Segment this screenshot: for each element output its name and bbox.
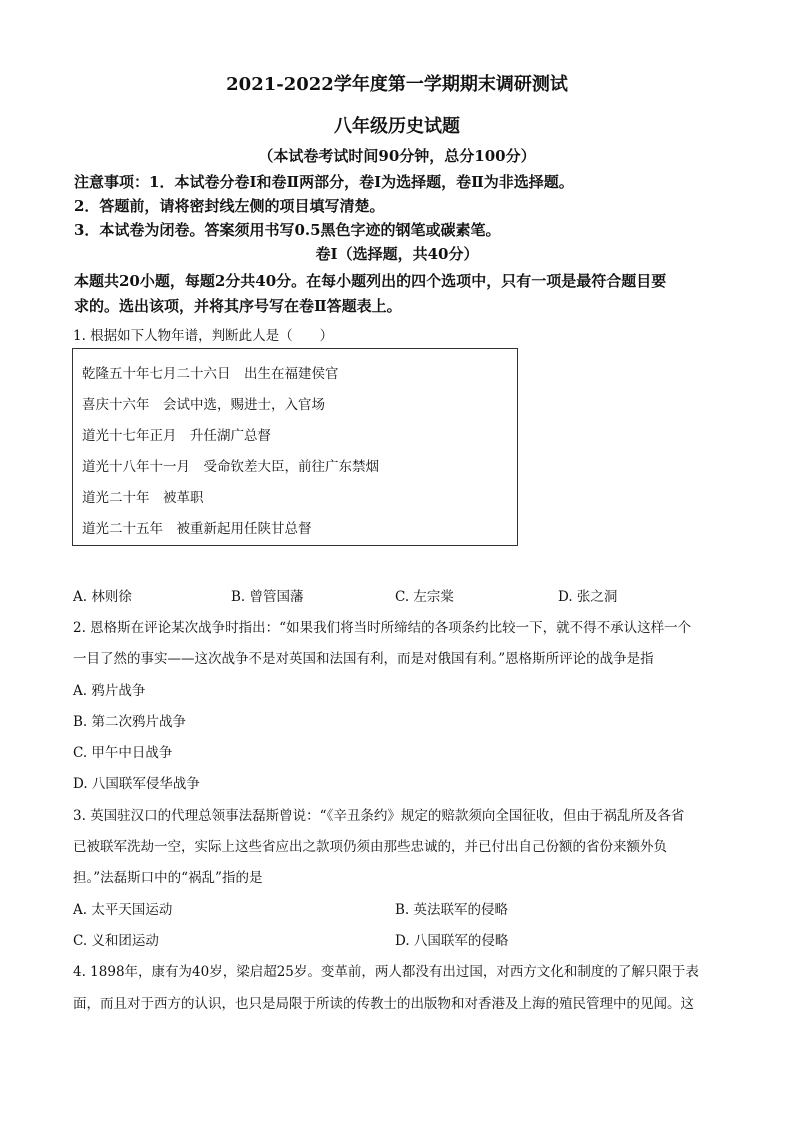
- section-instruction-2: 求的。选出该项，并将其序号写在卷Ⅱ答题表上。: [74, 297, 402, 315]
- q2-option-b[interactable]: B. 第二次鸦片战争: [73, 714, 187, 730]
- timeline-entry: 道光十八年十一月 受命钦差大臣，前往广东禁烟: [82, 459, 379, 475]
- timeline-entry: 道光二十五年 被重新起用任陕甘总督: [82, 521, 312, 537]
- q3-options-row-1: [73, 898, 723, 918]
- q3-stem-line-1: 3. 英国驻汉口的代理总领事法磊斯曾说：“《辛丑条约》规定的赔款须向全国征收，但由于祸乱所及各省: [73, 808, 685, 824]
- note-line-1: 注意事项：1．本试卷分卷Ⅰ和卷Ⅱ两部分，卷Ⅰ为选择题，卷Ⅱ为非选择题。: [74, 173, 574, 191]
- q3-stem-line-2: 已被联军洗劫一空，实际上这些省应出之款项仍须由那些忠诚的，并已付出自己份额的省份来额外负: [73, 839, 667, 855]
- q2-option-a[interactable]: A. 鸦片战争: [73, 683, 146, 699]
- timeline-entry: 道光二十年 被革职: [82, 490, 204, 506]
- exam-info: （本试卷考试时间90分钟，总分100分）: [258, 147, 536, 165]
- timeline-entry: 乾隆五十年七月二十六日 出生在福建侯官: [82, 366, 339, 382]
- q1-timeline-box: [72, 348, 518, 546]
- q1-option-d[interactable]: D. 张之洞: [558, 589, 618, 605]
- q2-stem-line-2: 一目了然的事实——这次战争不是对英国和法国有利，而是对俄国有利。”恩格斯所评论的战争是指: [73, 651, 654, 667]
- section-title: 卷Ⅰ（选择题，共40分）: [315, 245, 479, 263]
- note-line-2: 2．答题前，请将密封线左侧的项目填写清楚。: [74, 197, 385, 215]
- timeline-entry: 道光十七年正月 升任湖广总督: [82, 428, 271, 444]
- q1-stem: 1. 根据如下人物年谱，判断此人是（ ）: [73, 328, 334, 344]
- q3-stem-line-3: 担。”法磊斯口中的“祸乱”指的是: [73, 870, 263, 886]
- q4-stem-line-1: 4. 1898年，康有为40岁，梁启超25岁。变革前，两人都没有出过国，对西方文化和制度的了解只限于表: [73, 964, 699, 980]
- timeline-entry: 喜庆十六年 会试中选，赐进士，入官场: [82, 397, 325, 413]
- q4-stem-line-2: 面，而且对于西方的认识，也只是局限于所读的传教士的出版物和对香港及上海的殖民管理中的见闻。这: [73, 996, 694, 1012]
- section-instruction-1: 本题共20小题，每题2分共40分。在每小题列出的四个选项中，只有一项是最符合题目要: [74, 272, 667, 290]
- exam-subtitle: 八年级历史试题: [334, 116, 460, 137]
- q2-stem-line-1: 2. 恩格斯在评论某次战争时指出：“如果我们将当时所缔结的各项条约比较一下，就不得不承认这样一个: [73, 620, 692, 636]
- q3-option-b[interactable]: B. 英法联军的侵略: [395, 902, 509, 918]
- q3-option-a[interactable]: A. 太平天国运动: [73, 902, 173, 918]
- q2-option-c[interactable]: C. 甲午中日战争: [73, 745, 173, 761]
- q1-option-a[interactable]: A. 林则徐: [73, 589, 132, 605]
- q3-option-c[interactable]: C. 义和团运动: [73, 933, 159, 949]
- q1-option-b[interactable]: B. 曾管国藩: [231, 589, 304, 605]
- q1-options: [73, 585, 723, 605]
- exam-title: 2021-2022学年度第一学期期末调研测试: [226, 74, 568, 95]
- q3-option-d[interactable]: D. 八国联军的侵略: [395, 933, 509, 949]
- note-line-3: 3．本试卷为闭卷。答案须用书写0.5黑色字迹的钢笔或碳素笔。: [74, 221, 501, 239]
- q2-option-d[interactable]: D. 八国联军侵华战争: [73, 776, 200, 792]
- q1-option-c[interactable]: C. 左宗棠: [395, 589, 454, 605]
- q3-options-row-2: [73, 929, 723, 949]
